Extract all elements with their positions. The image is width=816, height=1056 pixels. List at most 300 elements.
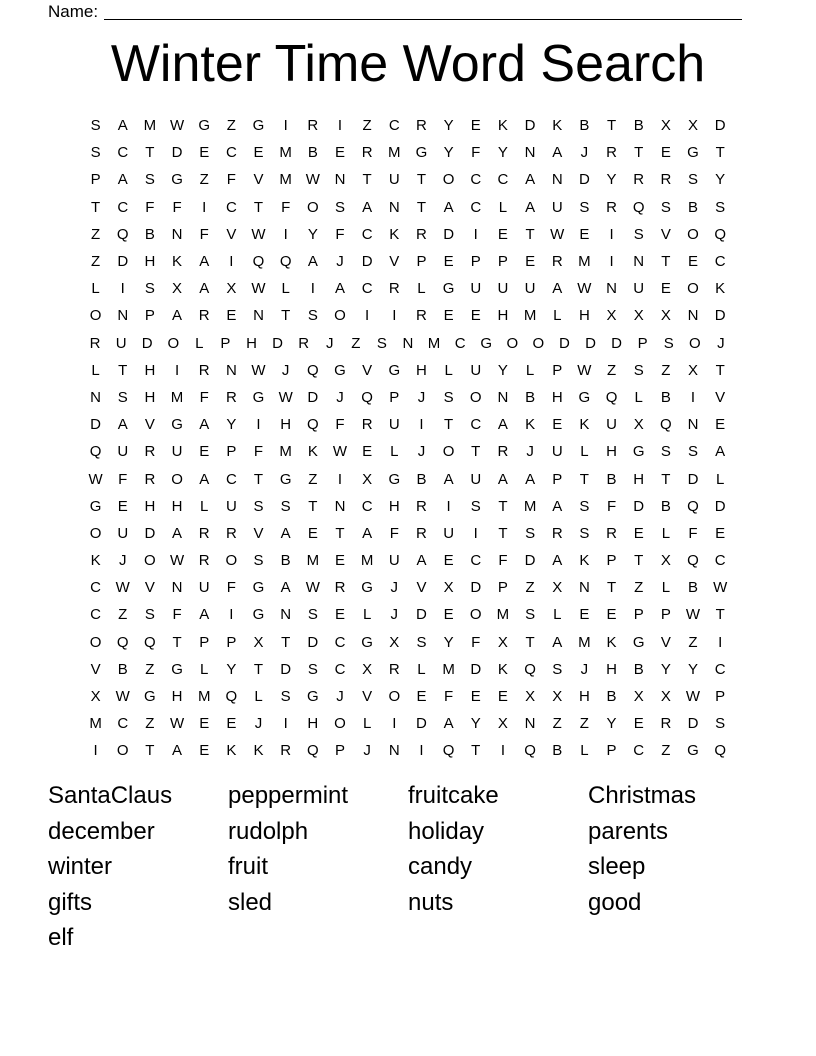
grid-letter: F [118, 470, 128, 488]
grid-letter: P [90, 171, 101, 189]
grid-letter: W [550, 225, 565, 243]
grid-letter: C [361, 280, 373, 298]
grid-letter: P [220, 334, 231, 352]
grid-letter: K [497, 117, 508, 135]
grid-letter: J [717, 334, 725, 352]
grid-letter: F [145, 198, 155, 216]
grid-letter: D [714, 307, 726, 325]
grid-letter: R [606, 198, 617, 216]
grid-letter: S [307, 660, 318, 678]
grid-letter: J [336, 253, 344, 271]
grid-letter: F [172, 198, 182, 216]
grid-row [82, 384, 734, 411]
grid-letter: T [471, 742, 481, 760]
grid-letter: S [443, 388, 454, 406]
grid-letter: F [281, 198, 291, 216]
grid-letter: L [200, 497, 209, 515]
grid-row [82, 683, 734, 710]
grid-letter: M [496, 606, 510, 624]
grid-letter: N [551, 171, 563, 189]
grid-letter: S [334, 198, 345, 216]
grid-row [82, 330, 734, 357]
grid-letter: O [144, 552, 156, 570]
word-list-item: candy [408, 853, 473, 881]
grid-letter: L [661, 579, 671, 597]
grid-letter: R [416, 307, 427, 325]
grid-letter: X [633, 307, 644, 325]
grid-letter: Z [145, 660, 155, 678]
grid-letter: W [685, 606, 701, 624]
grid-letter: A [172, 742, 183, 760]
grid-letter: B [579, 117, 590, 135]
grid-letter: X [443, 579, 454, 597]
grid-letter: Z [90, 253, 101, 271]
word-list-item: SantaClaus [48, 782, 173, 809]
grid-letter: Z [362, 117, 372, 135]
grid-letter: W [115, 688, 130, 706]
grid-letter: S [90, 117, 101, 135]
grid-letter: C [454, 334, 466, 352]
grid-letter: A [525, 171, 536, 189]
grid-letter: N [497, 388, 509, 406]
grid-letter: T [606, 579, 617, 597]
grid-letter: I [446, 497, 451, 515]
grid-letter: Y [470, 715, 481, 733]
grid-letter: M [89, 715, 102, 733]
grid-letter: T [525, 633, 535, 651]
grid-letter: J [580, 144, 589, 162]
grid-letter: V [253, 171, 264, 189]
grid-letter: R [198, 361, 210, 379]
grid-letter: B [660, 388, 671, 406]
grid-letter: R [551, 253, 563, 271]
grid-letter: K [90, 552, 101, 570]
grid-letter: I [283, 715, 288, 733]
grid-letter: X [253, 633, 264, 651]
grid-letter: N [171, 225, 183, 243]
grid-letter: U [225, 497, 237, 515]
grid-letter: X [552, 579, 563, 597]
grid-letter: E [334, 606, 345, 624]
grid-letter: L [444, 361, 453, 379]
grid-letter: V [362, 361, 373, 379]
grid-letter: M [143, 117, 157, 135]
grid-letter: I [93, 742, 98, 760]
grid-letter: N [606, 280, 617, 298]
grid-letter: E [660, 144, 671, 162]
grid-letter: A [199, 280, 210, 298]
grid-letter: I [609, 253, 614, 271]
grid-row [82, 166, 734, 193]
word-list-item: nuts [408, 888, 454, 916]
grid-letter: T [362, 171, 372, 189]
grid-letter: S [307, 307, 318, 325]
grid-letter: I [229, 606, 234, 624]
grid-letter: T [416, 198, 427, 216]
grid-letter: R [144, 470, 156, 488]
grid-letter: P [637, 334, 648, 352]
grid-letter: V [362, 688, 373, 706]
grid-letter: X [525, 688, 536, 706]
grid-letter: G [480, 334, 493, 352]
grid-letter: Q [687, 552, 699, 570]
grid-letter: F [226, 579, 236, 597]
grid-letter: H [144, 388, 156, 406]
grid-letter: O [442, 171, 455, 189]
grid-letter: R [225, 524, 237, 542]
grid-letter: J [363, 742, 371, 760]
grid-letter: O [167, 334, 180, 352]
grid-letter: M [279, 144, 292, 162]
grid-letter: P [416, 253, 427, 271]
grid-letter: S [579, 524, 590, 542]
grid-letter: S [253, 552, 264, 570]
grid-letter: U [198, 579, 210, 597]
grid-letter: T [498, 497, 508, 515]
grid-letter: S [416, 633, 427, 651]
grid-letter: G [687, 742, 699, 760]
grid-letter: U [115, 334, 127, 352]
grid-letter: C [470, 552, 482, 570]
grid-letter: V [660, 225, 671, 243]
grid-letter: D [144, 524, 156, 542]
grid-letter: U [524, 280, 536, 298]
grid-letter: G [306, 688, 319, 706]
grid-letter: C [334, 660, 346, 678]
grid-letter: N [687, 416, 699, 434]
grid-letter: A [443, 470, 454, 488]
grid-letter: U [470, 280, 482, 298]
grid-letter: G [578, 388, 591, 406]
grid-letter: D [633, 497, 645, 515]
grid-letter: G [632, 443, 645, 461]
grid-letter: U [470, 470, 482, 488]
grid-letter: D [272, 334, 283, 352]
grid-letter: N [280, 606, 292, 624]
grid-letter: Z [90, 225, 101, 243]
grid-letter: J [390, 579, 399, 597]
grid-letter: M [442, 660, 455, 678]
grid-letter: N [687, 307, 699, 325]
grid-letter: S [552, 660, 563, 678]
grid-letter: F [688, 524, 698, 542]
grid-letter: X [552, 688, 563, 706]
grid-letter: T [715, 606, 725, 624]
grid-row [82, 547, 734, 574]
grid-letter: P [497, 253, 508, 271]
grid-letter: T [253, 470, 264, 488]
grid-letter: Q [660, 416, 672, 434]
grid-letter: Y [497, 361, 508, 379]
grid-letter: S [144, 280, 155, 298]
grid-letter: V [90, 660, 101, 678]
grid-letter: T [253, 198, 264, 216]
grid-letter: P [633, 606, 644, 624]
grid-letter: J [118, 552, 127, 570]
grid-letter: R [361, 416, 373, 434]
grid-letter: G [279, 470, 292, 488]
grid-letter: A [497, 416, 508, 434]
grid-letter: L [525, 361, 535, 379]
grid-letter: U [443, 524, 455, 542]
grid-letter: P [226, 633, 237, 651]
grid-letter: C [714, 253, 726, 271]
grid-letter: P [715, 688, 726, 706]
grid-letter: G [334, 361, 346, 379]
grid-letter: Y [715, 171, 726, 189]
name-blank-line[interactable] [104, 4, 742, 20]
grid-letter: D [585, 334, 596, 352]
grid-letter: L [580, 742, 589, 760]
grid-letter: L [634, 388, 643, 406]
grid-row [82, 710, 734, 737]
grid-letter: O [89, 524, 102, 542]
grid-letter: B [606, 688, 617, 706]
grid-letter: O [306, 198, 319, 216]
grid-letter: R [606, 144, 617, 162]
grid-letter: T [416, 171, 427, 189]
grid-letter: G [171, 416, 183, 434]
grid-letter: S [470, 497, 481, 515]
grid-letter: T [471, 443, 481, 461]
grid-letter: A [552, 633, 563, 651]
grid-letter: A [172, 307, 183, 325]
grid-letter: S [280, 497, 291, 515]
grid-letter: W [169, 715, 185, 733]
grid-letter: V [715, 388, 726, 406]
grid-letter: U [171, 443, 183, 461]
grid-letter: R [388, 280, 400, 298]
grid-letter: K [525, 416, 536, 434]
grid-letter: B [688, 198, 699, 216]
grid-letter: U [606, 416, 617, 434]
grid-row [82, 194, 734, 221]
word-list-item: sled [228, 888, 273, 916]
grid-letter: Y [226, 660, 237, 678]
grid-letter: S [253, 497, 264, 515]
grid-letter: W [251, 361, 266, 379]
grid-letter: H [633, 470, 645, 488]
grid-letter: Q [225, 688, 238, 706]
grid-letter: B [633, 660, 644, 678]
grid-letter: E [552, 416, 563, 434]
grid-letter: F [253, 443, 264, 461]
grid-letter: A [525, 198, 536, 216]
grid-letter: E [199, 715, 210, 733]
grid-letter: E [633, 715, 644, 733]
grid-letter: O [442, 443, 455, 461]
grid-letter: E [715, 524, 726, 542]
grid-letter: N [524, 144, 536, 162]
grid-letter: P [552, 361, 563, 379]
word-list-item: rudolph [228, 817, 309, 845]
word-list-item: Christmas [588, 782, 697, 809]
grid-letter: W [713, 579, 728, 597]
grid-letter: G [198, 117, 211, 135]
grid-letter: H [171, 497, 183, 515]
grid-letter: W [88, 470, 103, 488]
grid-letter: B [606, 470, 617, 488]
grid-letter: I [283, 225, 288, 243]
grid-letter: R [416, 225, 427, 243]
grid-letter: N [402, 334, 414, 352]
grid-letter: M [578, 253, 591, 271]
word-list-item: fruit [228, 853, 269, 881]
grid-letter: W [577, 361, 592, 379]
grid-letter: Q [714, 742, 726, 760]
grid-letter: W [332, 443, 348, 461]
grid-letter: M [388, 144, 401, 162]
grid-letter: F [606, 497, 617, 515]
grid-letter: L [91, 280, 100, 298]
grid-letter: A [280, 524, 291, 542]
grid-letter: N [253, 307, 264, 325]
grid-letter: L [580, 443, 589, 461]
grid-letter: J [417, 388, 426, 406]
grid-letter: G [687, 144, 699, 162]
grid-letter: E [443, 253, 454, 271]
grid-letter: T [444, 416, 454, 434]
grid-letter: E [199, 144, 210, 162]
grid-row [82, 493, 734, 520]
grid-letter: G [442, 280, 455, 298]
grid-letter: I [337, 117, 343, 135]
grid-letter: Q [442, 742, 455, 760]
grid-letter: X [606, 307, 617, 325]
grid-letter: N [633, 253, 645, 271]
grid-letter: Q [89, 443, 102, 461]
grid-letter: X [497, 633, 508, 651]
grid-row [82, 438, 734, 465]
grid-letter: R [307, 117, 319, 135]
grid-letter: T [90, 198, 101, 216]
grid-letter: I [718, 633, 723, 651]
grid-letter: R [198, 552, 210, 570]
grid-letter: K [606, 633, 617, 651]
grid-letter: T [606, 117, 617, 135]
grid-letter: L [91, 361, 100, 379]
grid-letter: E [579, 606, 590, 624]
grid-letter: S [663, 334, 674, 352]
grid-letter: O [506, 334, 519, 352]
grid-letter: W [169, 552, 185, 570]
grid-letter: C [225, 144, 237, 162]
grid-row [82, 302, 734, 329]
grid-row [82, 656, 734, 683]
grid-letter: S [688, 443, 699, 461]
grid-letter: T [525, 225, 535, 243]
grid-letter: N [171, 579, 183, 597]
grid-letter: R [388, 660, 400, 678]
grid-letter: B [660, 497, 671, 515]
grid-letter: C [361, 225, 373, 243]
grid-letter: I [419, 742, 424, 760]
grid-letter: K [497, 660, 508, 678]
grid-letter: G [388, 361, 401, 379]
grid-letter: H [144, 497, 156, 515]
grid-letter: T [145, 144, 155, 162]
grid-letter: E [443, 307, 454, 325]
grid-letter: X [362, 470, 373, 488]
grid-letter: F [335, 225, 345, 243]
grid-letter: J [336, 688, 344, 706]
word-list-item: gifts [48, 888, 93, 916]
grid-letter: D [611, 334, 623, 352]
grid-letter: Z [606, 361, 617, 379]
grid-row [82, 221, 734, 248]
grid-letter: C [117, 715, 129, 733]
grid-letter: J [281, 361, 290, 379]
grid-letter: D [117, 253, 129, 271]
grid-letter: R [89, 334, 101, 352]
grid-letter: D [524, 117, 536, 135]
grid-letter: N [90, 388, 101, 406]
grid-letter: L [362, 715, 372, 733]
grid-letter: Y [307, 225, 318, 243]
grid-letter: A [117, 171, 128, 189]
grid-letter: Z [634, 579, 644, 597]
grid-letter: I [174, 361, 180, 379]
grid-letter: Z [308, 470, 318, 488]
grid-letter: E [633, 524, 644, 542]
grid-letter: C [714, 660, 726, 678]
grid-letter: J [325, 334, 334, 352]
grid-letter: O [334, 307, 346, 325]
grid-letter: W [305, 171, 320, 189]
grid-letter: D [578, 171, 590, 189]
grid-letter: G [252, 606, 265, 624]
grid-letter: M [523, 307, 537, 325]
grid-letter: U [497, 280, 509, 298]
grid-letter: G [632, 633, 645, 651]
grid-letter: G [388, 470, 401, 488]
word-list-item: winter [48, 853, 113, 881]
grid-letter: H [497, 307, 509, 325]
grid-letter: I [337, 470, 343, 488]
grid-letter: T [118, 361, 128, 379]
grid-letter: G [252, 388, 265, 406]
grid-letter: S [144, 606, 155, 624]
grid-letter: Y [606, 171, 617, 189]
grid-letter: Q [116, 225, 129, 243]
grid-letter: Y [688, 660, 699, 678]
grid-letter: E [307, 524, 318, 542]
grid-letter: X [226, 280, 237, 298]
grid-letter: H [246, 334, 257, 352]
grid-letter: Z [661, 742, 671, 760]
grid-letter: D [443, 225, 455, 243]
grid-letter: A [715, 443, 726, 461]
grid-letter: N [117, 307, 129, 325]
grid-letter: M [197, 688, 211, 706]
grid-letter: S [715, 715, 726, 733]
grid-letter: Z [661, 361, 671, 379]
grid-letter: R [660, 171, 672, 189]
grid-letter: R [551, 524, 563, 542]
grid-letter: K [715, 280, 726, 298]
grid-letter: P [552, 470, 563, 488]
grid-letter: M [427, 334, 441, 352]
grid-letter: H [578, 688, 590, 706]
grid-letter: C [470, 171, 482, 189]
grid-letter: W [278, 388, 293, 406]
grid-letter: O [225, 552, 238, 570]
grid-letter: R [198, 524, 210, 542]
grid-row [82, 411, 734, 438]
grid-letter: K [226, 742, 237, 760]
grid-letter: D [559, 334, 570, 352]
grid-letter: S [579, 198, 590, 216]
